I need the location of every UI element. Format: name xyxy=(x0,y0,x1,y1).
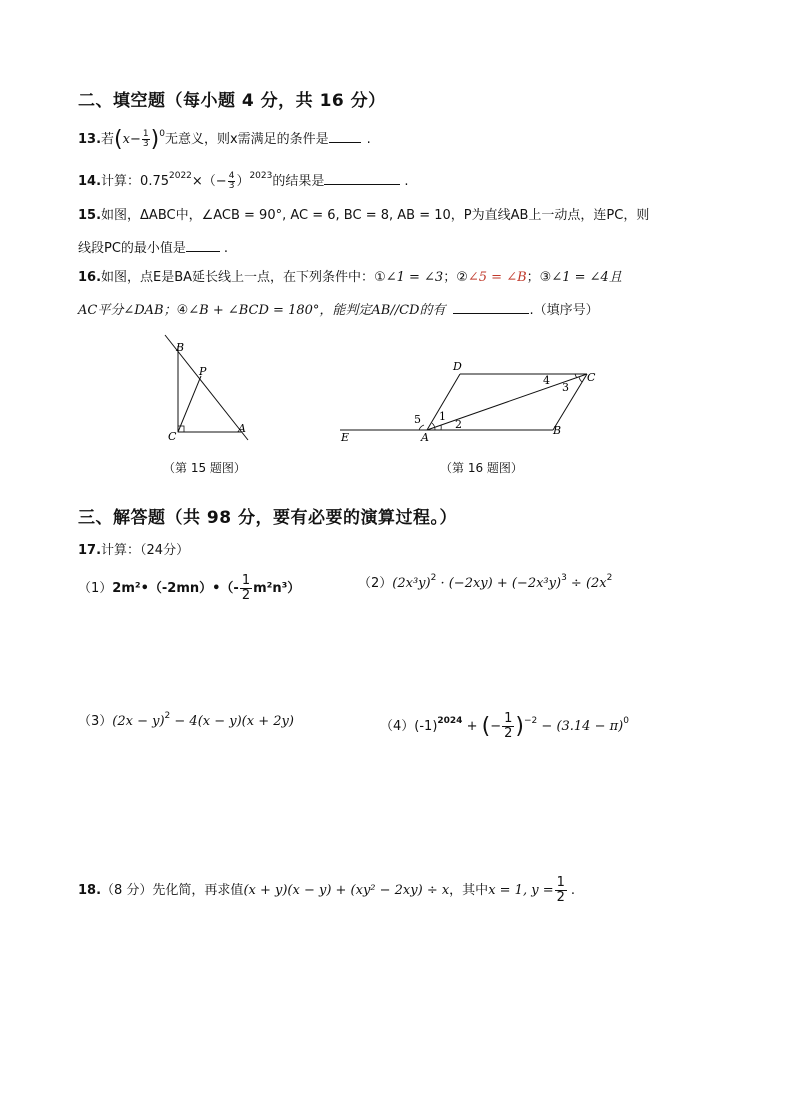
fig16-angle-3: 3 xyxy=(562,381,569,394)
fig15-label-P: P xyxy=(199,365,207,378)
question-15 xyxy=(78,206,649,226)
figure-15-caption: （第 15 题图） xyxy=(163,461,246,475)
question-16: 16.如图，点E是BA延长线上一点，在下列条件中：①∠1 = ∠3；②∠5 = ∠B；③∠1 = ∠4且 xyxy=(78,270,622,285)
fig16-label-B: B xyxy=(553,424,562,437)
section-3-title: 三、解答题（共 98 分，要有必要的演算过程。） xyxy=(78,508,457,528)
section-2-title: 二、填空题（每小题 4 分，共 16 分） xyxy=(78,91,386,111)
question-15-line-2: 线段PC的最小值是 . xyxy=(78,237,228,259)
figure-16-caption: （第 16 题图） xyxy=(440,461,523,475)
q18-number: 18. xyxy=(78,883,102,898)
q13-post: 无意义，则x需满足的条件是 xyxy=(164,132,329,147)
q17-part-3: $(3)(2x - y)^2 - 4(x - y)(x + 2y)$ xyxy=(78,711,294,729)
question-16-line-2: AC平分∠DAB；④∠B + ∠BCD = 180°，能判定AB//CD的有 .（填序号） xyxy=(78,299,599,321)
q17-part-4: $(4)(-1)^{2024}$ + (− $\frac{1}{2}$ )$^{-2} - (3.14 - \pi)^0$ xyxy=(380,711,629,741)
q17-part-2: $(2)(2x^3y)^2 \cdot (-2xy) + (-2x^3y)^3 \div (2x^2$ xyxy=(358,573,613,591)
q15-number: 15. xyxy=(78,208,102,223)
fig16-label-D: D xyxy=(453,360,462,373)
q15-line-1: 如图，ΔABC中，∠ACB = 90°, AC = 6, BC = 8, AB = 10，P为直线AB上一动点，连PC，则 xyxy=(101,208,650,223)
fig16-label-E: E xyxy=(341,431,350,444)
fig15-label-B: B xyxy=(176,341,185,354)
q17-p1-fraction: $\frac{1}{2}$ xyxy=(241,573,251,603)
q16-condition-2: ∠5 = ∠B xyxy=(467,270,527,285)
figure-15-triangle xyxy=(150,330,260,442)
q17-number: 17. xyxy=(78,543,102,558)
fig16-label-A: A xyxy=(421,431,429,444)
fig15-label-C: C xyxy=(168,430,177,442)
fig16-angle-2: 2 xyxy=(455,418,462,431)
q18-fraction: $\frac{1}{2}$ xyxy=(556,875,565,905)
fig16-angle-5: 5 xyxy=(414,413,421,426)
q16-answer-blank[interactable] xyxy=(453,299,529,314)
fig16-angle-1: 1 xyxy=(439,410,446,423)
fig16-label-C: C xyxy=(587,371,596,384)
question-13: 13.若(x− $\frac{1}{3}$ )$^0$无意义，则x需满足的条件是 . xyxy=(78,127,371,152)
q17-p4-fraction: $\frac{1}{2}$ xyxy=(504,711,513,741)
q13-number: 13. xyxy=(78,132,102,147)
q13-x: x xyxy=(122,132,130,147)
q13-pre: 若 xyxy=(101,132,115,147)
fig15-label-A: A xyxy=(238,422,246,435)
q14-fraction: $\frac{4}{3}$ xyxy=(228,171,235,191)
q14-answer-blank[interactable] xyxy=(324,170,400,185)
q14-number: 14. xyxy=(78,174,102,189)
q13-exponent: 0 xyxy=(159,129,165,139)
question-17: 17.计算：（24分） xyxy=(78,543,190,558)
q17-part-1: （1）2m²•（-2mn）•（- $\frac{1}{2}$ m²n³） xyxy=(78,573,301,603)
q16-number: 16. xyxy=(78,270,102,285)
question-14: 14.计算：$0.75^{2022}\times(-$ $\frac{4}{3}$ ）$^{2023}$的结果是 . xyxy=(78,171,409,191)
q13-fraction: $\frac{1}{3}$ xyxy=(142,129,149,149)
q18-expression: (x + y)(x − y) + (xy² − 2xy) ÷ x xyxy=(243,883,450,898)
fig16-angle-4: 4 xyxy=(543,374,550,387)
q13-answer-blank[interactable] xyxy=(329,128,361,143)
q15-answer-blank[interactable] xyxy=(186,237,220,252)
question-18: 18.（8 分）先化简，再求值(x + y)(x − y) + (xy² − 2xy) ÷ x，其中x = 1, y = $\frac{1}{2}$ . xyxy=(78,875,576,905)
figure-16-parallelogram xyxy=(335,355,625,450)
